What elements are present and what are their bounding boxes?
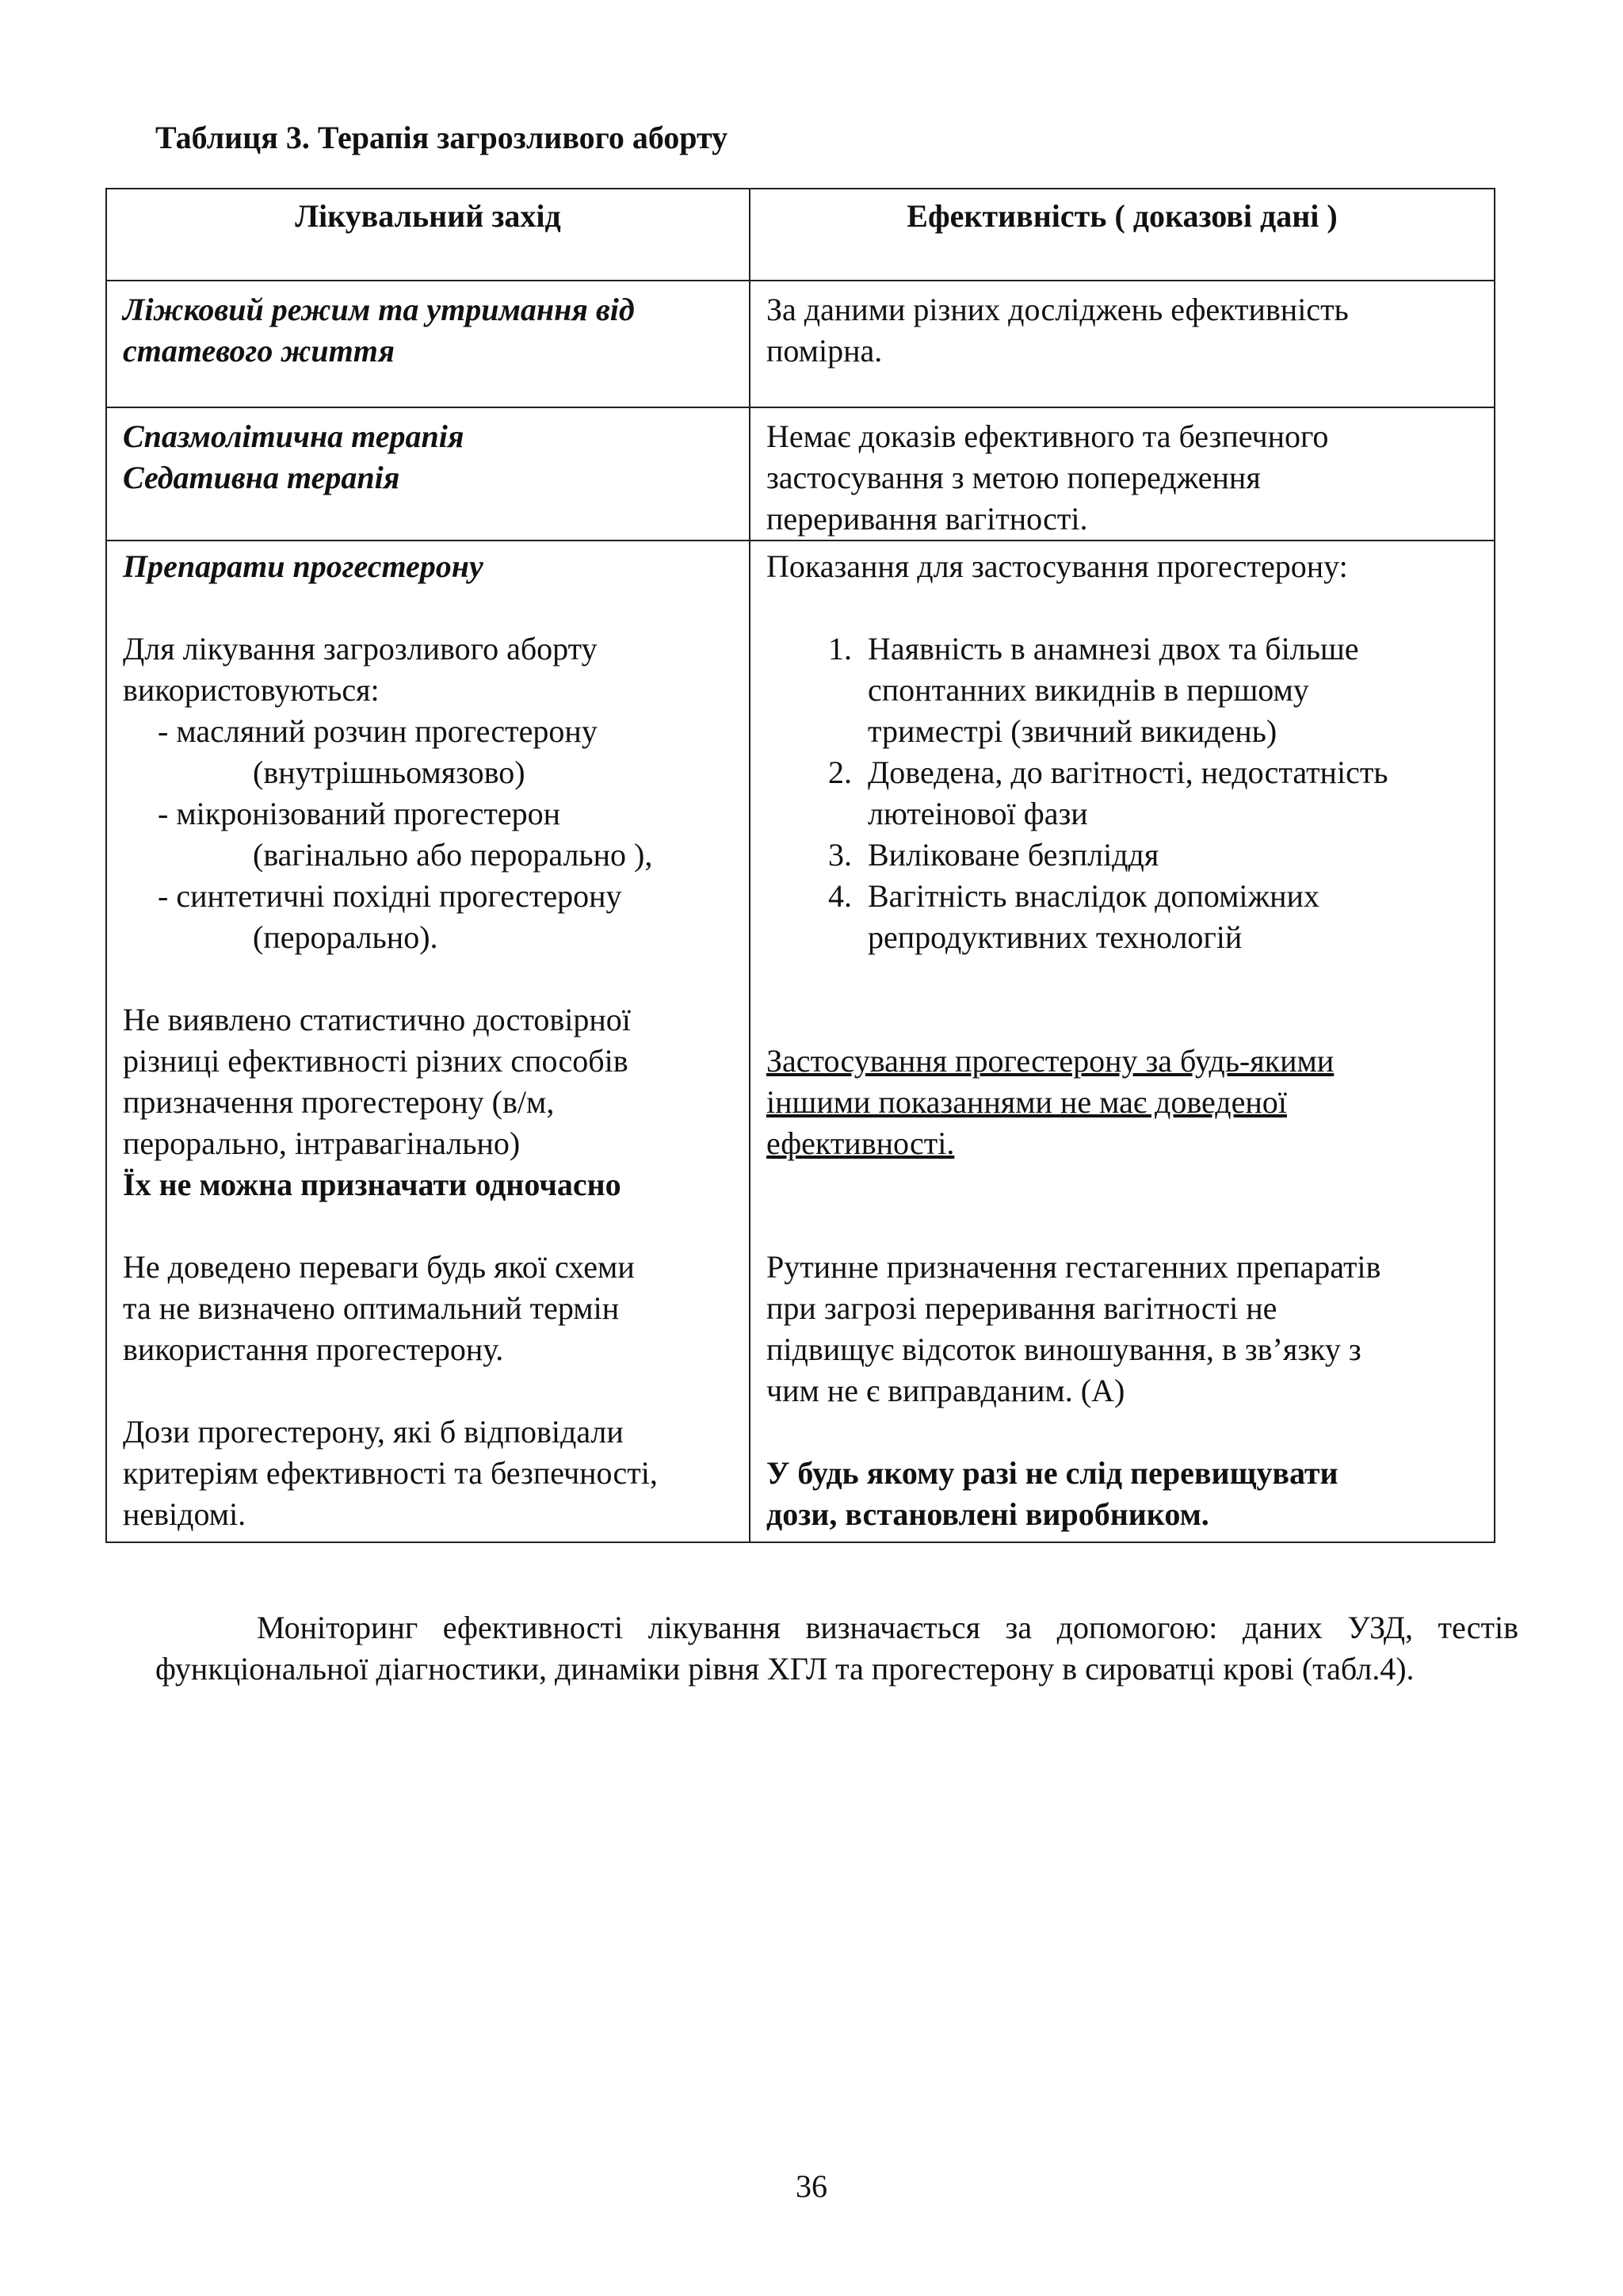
- list-item-text: синтетичні похідні прогестерону: [176, 878, 622, 914]
- treatment-cell: [106, 407, 750, 541]
- effectiveness-cell: [750, 407, 1495, 541]
- dose-warning: У будь якому разі не слід перевищувати: [766, 1455, 1338, 1491]
- list-item-text: (внутрішньомязово): [253, 755, 525, 790]
- effectiveness-line: застосування з метою попередження: [766, 460, 1261, 495]
- indications-list: [766, 628, 1478, 958]
- table-header-row: [106, 189, 1495, 281]
- treatment-cell: [106, 541, 750, 1542]
- effectiveness-line: За даними різних досліджень ефективність: [766, 292, 1349, 327]
- table-row: [106, 281, 1495, 407]
- treatment-cell: [106, 281, 750, 407]
- list-item-text: масляний розчин прогестерону: [176, 713, 598, 749]
- effectiveness-line: помірна.: [766, 333, 883, 369]
- intro-line: використовуються:: [123, 672, 380, 708]
- page-number: 36: [796, 2168, 827, 2204]
- header-effectiveness: Ефективність ( доказові дані ): [750, 189, 1495, 281]
- note-line: перорально, інтравагінально): [123, 1125, 521, 1161]
- list-item-text: (вагінально або перорально ),: [253, 837, 653, 873]
- list-item: 4. Вагітність внаслідок допоміжних репродуктивних технологій: [860, 876, 1478, 958]
- effectiveness-cell: [750, 541, 1495, 1542]
- routine-note: підвищує відсоток виношування, в зв’язку з: [766, 1331, 1361, 1367]
- header-treatment: Лікувальний захід: [106, 189, 750, 281]
- table-row: [106, 541, 1495, 1542]
- indications-title: Показання для застосування прогестерону:: [766, 548, 1348, 584]
- note-line: та не визначено оптимальний термін: [123, 1290, 620, 1326]
- underlined-note: Застосування прогестерону за будь-якими: [766, 1043, 1335, 1079]
- list-item: 3. Виліковане безпліддя: [860, 835, 1478, 876]
- list-item: 2. Доведена, до вагітності, недостатність лютеінової фази: [860, 752, 1478, 835]
- routine-note: чим не є виправданим. (А): [766, 1373, 1125, 1408]
- monitoring-paragraph: Моніторинг ефективності лікування визначається за допомогою: даних УЗД, тестів функціональної діагностики, динаміки рівня ХГЛ та прогестерону в сироватці крові (табл.4).: [155, 1610, 1518, 1687]
- dose-warning: дози, встановлені виробником.: [766, 1496, 1209, 1532]
- underlined-note: ефективності.: [766, 1125, 955, 1161]
- note-line: різниці ефективності різних способів: [123, 1043, 628, 1079]
- note-line: призначення прогестерону (в/м,: [123, 1084, 555, 1120]
- treatment-line: Седативна терапія: [123, 460, 400, 495]
- list-item: 1. Наявність в анамнезі двох та більше спонтанних викиднів в першому триместрі (звичний викидень): [860, 628, 1478, 752]
- treatment-line: Спазмолітична терапія: [123, 418, 464, 454]
- list-item: - масляний розчин прогестерону (внутрішньомязово): [123, 711, 733, 793]
- note-line: невідомі.: [123, 1496, 246, 1532]
- note-line: критеріям ефективності та безпечності,: [123, 1455, 658, 1491]
- note-line: Не доведено переваги будь якої схеми: [123, 1249, 635, 1285]
- table-caption: Таблиця 3. Терапія загрозливого аборту: [155, 120, 728, 155]
- list-item: - мікронізований прогестерон (вагінально або перорально ),: [123, 793, 733, 876]
- list-item: - синтетичні похідні прогестерону (перорально).: [123, 876, 733, 958]
- table-row: [106, 407, 1495, 541]
- treatment-line: статевого життя: [123, 333, 395, 369]
- note-line: Не виявлено статистично достовірної: [123, 1002, 631, 1037]
- list-item-text: мікронізований прогестерон: [176, 796, 561, 831]
- treatment-line: Ліжковий режим та утримання від: [123, 292, 635, 327]
- intro-line: Для лікування загрозливого аборту: [123, 631, 598, 667]
- underlined-note: іншими показаннями не має доведеної: [766, 1084, 1287, 1120]
- note-line: Дози прогестерону, які б відповідали: [123, 1414, 624, 1450]
- progesterone-title: Препарати прогестерону: [123, 548, 483, 584]
- list-item-text: (перорально).: [253, 919, 438, 955]
- warning-line: Їх не можна призначати одночасно: [123, 1167, 621, 1202]
- therapy-table: [105, 188, 1495, 1543]
- effectiveness-line: Немає доказів ефективного та безпечного: [766, 418, 1329, 454]
- routine-note: Рутинне призначення гестагенних препаратів: [766, 1249, 1381, 1285]
- effectiveness-cell: [750, 281, 1495, 407]
- effectiveness-line: переривання вагітності.: [766, 501, 1088, 537]
- note-line: використання прогестерону.: [123, 1331, 504, 1367]
- routine-note: при загрозі переривання вагітності не: [766, 1290, 1277, 1326]
